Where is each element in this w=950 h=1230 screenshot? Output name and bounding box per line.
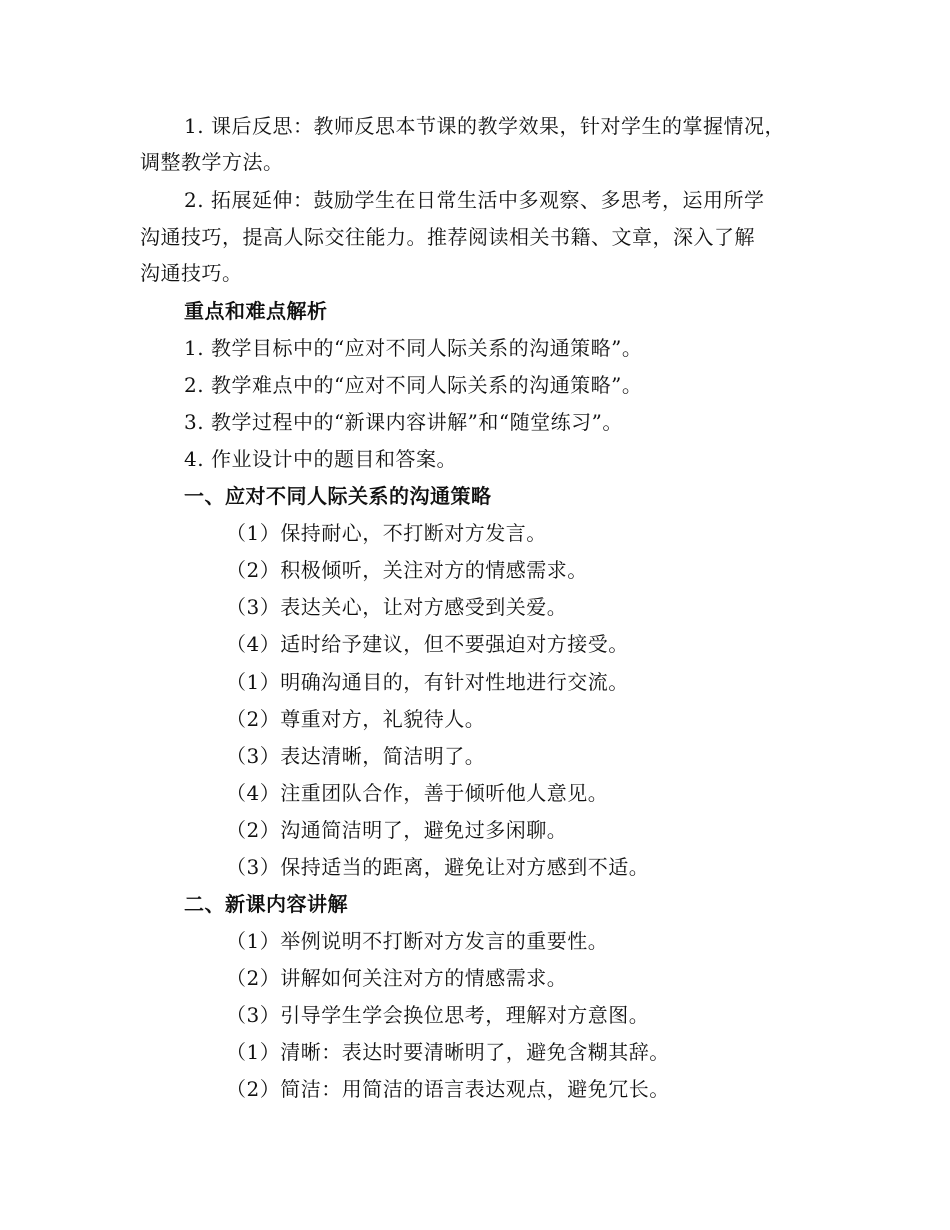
- section-one-item: （1）保持耐心，不打断对方发言。: [226, 521, 547, 545]
- paragraph-extension: 2. 拓展延伸：鼓励学生在日常生活中多观察、多思考，运用所学: [184, 188, 765, 212]
- key-point-item: 1. 教学目标中的“应对不同人际关系的沟通策略”。: [184, 336, 643, 360]
- heading-section-one: 一、应对不同人际关系的沟通策略: [184, 484, 492, 508]
- section-two-item: （3）引导学生学会换位思考，理解对方意图。: [226, 1003, 650, 1027]
- section-two-item: （1）举例说明不打断对方发言的重要性。: [226, 929, 609, 953]
- heading-key-points: 重点和难点解析: [184, 299, 328, 323]
- section-one-item: （4）适时给予建议，但不要强迫对方接受。: [226, 632, 629, 656]
- section-one-item: （3）表达关心，让对方感受到关爱。: [226, 595, 568, 619]
- section-one-item: （2）沟通简洁明了，避免过多闲聊。: [226, 818, 568, 842]
- paragraph-reflection-continued: 调整教学方法。: [140, 150, 284, 174]
- section-two-item: （2）讲解如何关注对方的情感需求。: [226, 966, 568, 990]
- heading-section-two: 二、新课内容讲解: [184, 892, 348, 916]
- section-one-item: （1）明确沟通目的，有针对性地进行交流。: [226, 670, 629, 694]
- section-one-item: （3）保持适当的距离，避免让对方感到不适。: [226, 855, 650, 879]
- section-one-item: （4）注重团队合作，善于倾听他人意见。: [226, 781, 609, 805]
- section-two-item: （2）简洁：用简洁的语言表达观点，避免冗长。: [226, 1077, 670, 1101]
- section-two-item: （1）清晰：表达时要清晰明了，避免含糊其辞。: [226, 1040, 670, 1064]
- section-one-item: （2）积极倾听，关注对方的情感需求。: [226, 558, 588, 582]
- key-point-item: 2. 教学难点中的“应对不同人际关系的沟通策略”。: [184, 373, 643, 397]
- paragraph-extension-end: 沟通技巧。: [140, 261, 243, 285]
- paragraph-reflection: 1. 课后反思：教师反思本节课的教学效果，针对学生的掌握情况，: [184, 114, 785, 138]
- paragraph-extension-continued: 沟通技巧，提高人际交往能力。推荐阅读相关书籍、文章，深入了解: [140, 225, 755, 249]
- key-point-item: 3. 教学过程中的“新课内容讲解”和“随堂练习”。: [184, 410, 623, 434]
- section-one-item: （2）尊重对方，礼貌待人。: [226, 707, 486, 731]
- section-one-item: （3）表达清晰，简洁明了。: [226, 744, 486, 768]
- key-point-item: 4. 作业设计中的题目和答案。: [184, 447, 457, 471]
